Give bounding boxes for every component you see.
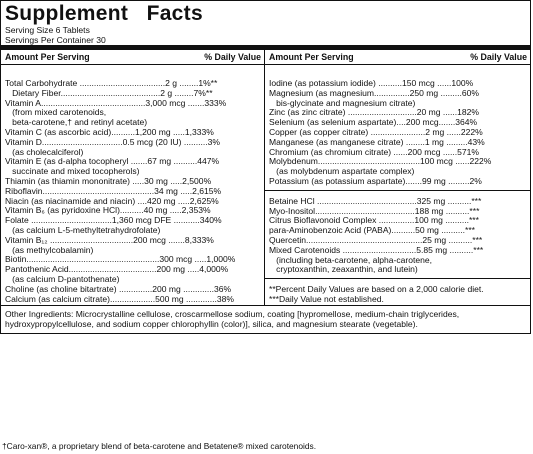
nutrient-line: (as cholecalciferol) xyxy=(5,147,84,157)
nutrient-line: Choline (as choline bitartrate) ..............200 mg .............36% xyxy=(5,284,232,294)
nutrient-line: Chromium (as chromium citrate) ......200 mcg ......571% xyxy=(269,147,479,157)
nutrient-line: (as calcium L-5-methyltetrahydrofolate) xyxy=(5,225,161,235)
other-ingredients: Other Ingredients: Microcrystalline cellulose, croscarmellose sodium, coating [hypromellose, medium-chain triglycerides, hydroxypropylcellulose, and sodium copper chlorophyllin (color)], silica, and magnesium stearate (vegetable). xyxy=(5,308,460,330)
nutrient-line: Vitamin E (as d-alpha tocopheryl .......67 mg ..........447% xyxy=(5,157,220,167)
amount-per-serving-label: Amount Per Serving xyxy=(5,52,90,62)
nutrient-columns xyxy=(1,50,530,305)
trademark-note: †Caro-xan®, a proprietary blend of beta-carotene and Betatene® mixed carotenoids. xyxy=(2,441,317,451)
right-other-ingredient-list xyxy=(265,197,530,275)
daily-value-footnote: **Percent Daily Values are based on a 2,000 calorie diet. xyxy=(269,284,484,295)
nutrient-line: Copper (as copper citrate) .......................2 mg ......222% xyxy=(269,127,483,137)
nutrient-line: (as calcium D-pantothenate) xyxy=(5,274,120,284)
daily-value-label: % Daily Value xyxy=(204,52,261,62)
nutrient-line: Myo-Inositol..........................................188 mg ..........*** xyxy=(269,206,480,216)
right-column-header xyxy=(265,50,530,65)
nutrient-line: Zinc (as zinc citrate) .............................20 mg ......182% xyxy=(269,108,479,118)
nutrient-line: succinate and mixed tocopherols) xyxy=(5,167,140,177)
left-column xyxy=(1,50,265,305)
nutrient-line: Selenium (as selenium aspartate)....200 mcg.......364% xyxy=(269,118,478,128)
daily-value-label: % Daily Value xyxy=(470,52,527,62)
nutrient-line: Manganese (as manganese citrate) ........1 mg .........43% xyxy=(269,137,485,147)
nutrient-line: Dietary Fiber..........................................2 g ........7%** xyxy=(5,88,213,98)
left-nutrient-list xyxy=(1,79,264,304)
nutrient-line: Vitamin B₁₂ ...................................200 mcg .......8,333% xyxy=(5,235,214,245)
nutrient-line: Vitamin A............................................3,000 mcg .......333% xyxy=(5,98,227,108)
nutrient-line: Folate ..................................1,360 mcg DFE ...........340% xyxy=(5,216,222,226)
left-column-header xyxy=(1,50,264,65)
nutrient-line: Quercetin.................................................25 mg ..........*** xyxy=(269,235,483,245)
right-nutrient-list xyxy=(265,79,530,187)
serving-size: Serving Size 6 Tablets xyxy=(5,25,90,35)
nutrient-line: Potassium (as potassium aspartate).......99 mg .........2% xyxy=(269,176,482,186)
nutrient-line: Magnesium (as magnesium...............250 mg .........60% xyxy=(269,88,479,98)
nutrient-line: (including beta-carotene, alpha-carotene, xyxy=(269,255,432,265)
amount-per-serving-label: Amount Per Serving xyxy=(269,52,354,62)
not-established-footnote: ***Daily Value not established. xyxy=(269,293,384,304)
nutrient-line: Vitamin D..................................0.5 mcg (20 IU) ..........3% xyxy=(5,137,220,147)
nutrient-line: beta-carotene,† and retinyl acetate) xyxy=(5,118,148,128)
nutrient-line: Biotin........................................................300 mcg .....1,000% xyxy=(5,255,236,265)
nutrient-line: bis-glycinate and magnesium citrate) xyxy=(269,98,416,108)
servings-per-container: Servings Per Container 30 xyxy=(5,35,106,45)
nutrient-line: para-Aminobenzoic Acid (PABA)..........50 mg ..........*** xyxy=(269,226,476,236)
nutrient-line: Molybdenum...........................................100 mcg ......222% xyxy=(269,157,492,167)
nutrient-line: Pantothenic Acid.....................................200 mg .....4,000% xyxy=(5,265,229,275)
right-column xyxy=(265,50,530,305)
nutrient-line: Thiamin (as thiamin mononitrate) .....30 mg .....2,500% xyxy=(5,176,212,186)
section-divider xyxy=(265,190,530,191)
nutrient-line: (as molybdenum aspartate complex) xyxy=(269,167,415,177)
nutrient-line: Total Carbohydrate ....................................2 g ........1%** xyxy=(5,79,218,88)
nutrient-line: Iodine (as potassium iodide) ..........150 mcg ......100% xyxy=(269,79,474,88)
nutrient-line: Betaine HCl ..........................................325 mg ..........*** xyxy=(269,196,482,206)
nutrient-line: Riboflavin...............................................34 mg .....2,615% xyxy=(5,186,222,196)
footnote-divider xyxy=(265,278,530,279)
nutrient-line: Citrus Bioflavonoid Complex ...............100 mg ..........*** xyxy=(269,216,479,226)
nutrient-line: cryptoxanthin, zeaxanthin, and lutein) xyxy=(269,265,418,275)
nutrient-line: Calcium (as calcium citrate)...................500 mg .............38% xyxy=(5,294,234,304)
nutrient-line: Vitamin B₆ (as pyridoxine HCl)..........40 mg .....2,353% xyxy=(5,206,211,216)
nutrient-line: (from mixed carotenoids, xyxy=(5,108,107,118)
nutrient-line: (as methylcobalamin) xyxy=(5,245,94,255)
panel-title: Supplement Facts xyxy=(5,2,203,25)
nutrient-line: Vitamin C (as ascorbic acid)..........1,200 mg .....1,333% xyxy=(5,127,214,137)
nutrient-line: Niacin (as niacinamide and niacin) ....420 mg .....2,625% xyxy=(5,196,219,206)
nutrient-line: Mixed Carotenoids ...............................5.85 mg ..........*** xyxy=(269,245,484,255)
